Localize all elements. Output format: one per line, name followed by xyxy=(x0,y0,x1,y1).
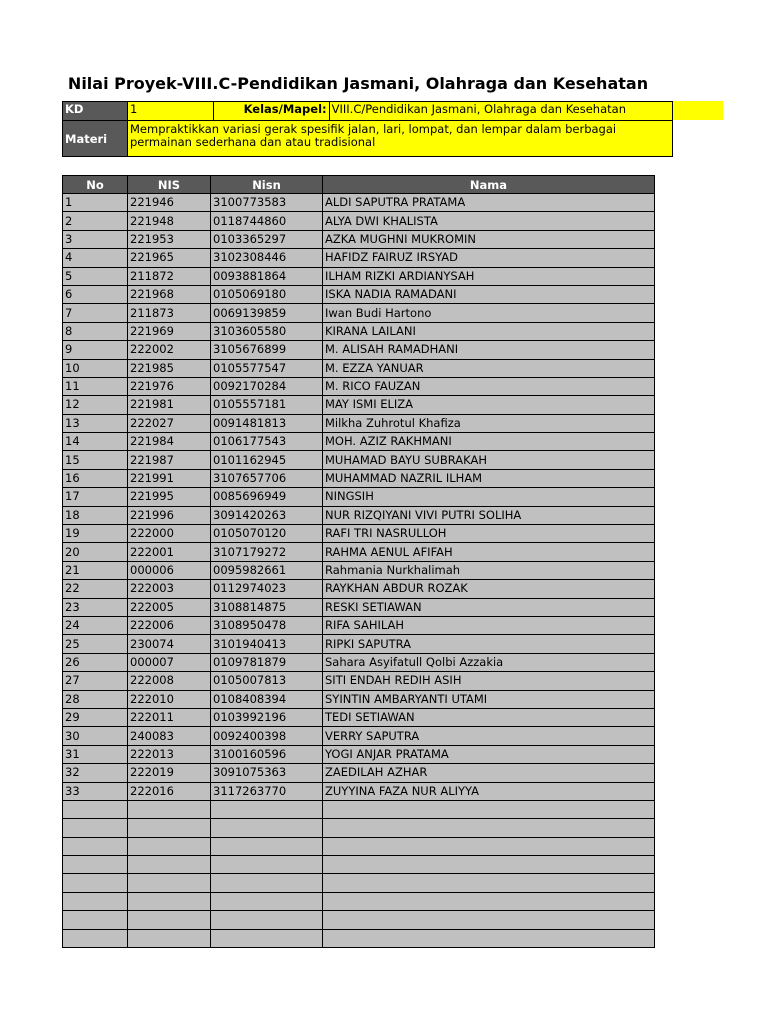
row-nis-cell[interactable]: 222010 xyxy=(128,690,211,708)
row-nis-cell[interactable]: 222027 xyxy=(128,414,211,432)
kd-label: KD xyxy=(63,102,128,121)
table-row xyxy=(63,506,655,524)
table-row xyxy=(63,322,655,340)
row-nis-cell[interactable]: 221948 xyxy=(128,212,211,230)
table-row xyxy=(63,249,655,267)
row-nis-cell[interactable]: 221946 xyxy=(128,194,211,212)
row-nama-cell[interactable]: Milkha Zuhrotul Khafiza xyxy=(323,414,655,432)
table-row xyxy=(63,837,655,855)
row-no-cell[interactable]: 3 xyxy=(63,230,128,248)
row-no-cell[interactable]: 18 xyxy=(63,506,128,524)
student-table xyxy=(62,175,655,948)
table-row xyxy=(63,598,655,616)
row-no-cell[interactable]: 11 xyxy=(63,377,128,395)
row-no-cell[interactable]: 12 xyxy=(63,396,128,414)
table-row xyxy=(63,469,655,487)
row-nama-cell[interactable]: YOGI ANJAR PRATAMA xyxy=(323,745,655,763)
row-no-cell[interactable] xyxy=(63,929,128,947)
row-nis-cell[interactable]: 221985 xyxy=(128,359,211,377)
column-header-nis[interactable]: NIS xyxy=(128,176,211,194)
row-nis-cell[interactable]: 221995 xyxy=(128,488,211,506)
table-row xyxy=(63,304,655,322)
table-row xyxy=(63,764,655,782)
row-nama-cell[interactable]: SYINTIN AMBARYANTI UTAMI xyxy=(323,690,655,708)
row-nis-cell[interactable]: 240083 xyxy=(128,727,211,745)
table-row xyxy=(63,561,655,579)
row-nisn-cell[interactable]: 3100160596 xyxy=(211,745,323,763)
row-nis-cell[interactable]: 221996 xyxy=(128,506,211,524)
table-row xyxy=(63,433,655,451)
row-nama-cell[interactable]: RAHMA AENUL AFIFAH xyxy=(323,543,655,561)
row-nis-cell[interactable]: 000007 xyxy=(128,653,211,671)
row-nisn-cell[interactable]: 3102308446 xyxy=(211,249,323,267)
row-nama-cell[interactable]: ZAEDILAH AZHAR xyxy=(323,764,655,782)
table-row xyxy=(63,892,655,910)
table-row xyxy=(63,782,655,800)
row-no-cell[interactable]: 20 xyxy=(63,543,128,561)
row-nis-cell[interactable]: 221984 xyxy=(128,433,211,451)
column-header-nisn[interactable]: Nisn xyxy=(211,176,323,194)
row-no-cell[interactable]: 15 xyxy=(63,451,128,469)
row-nisn-cell[interactable]: 0109781879 xyxy=(211,653,323,671)
row-no-cell[interactable]: 30 xyxy=(63,727,128,745)
row-nisn-cell[interactable] xyxy=(211,837,323,855)
row-nama-cell[interactable]: ZUYYINA FAZA NUR ALIYYA xyxy=(323,782,655,800)
row-nisn-cell[interactable]: 0085696949 xyxy=(211,488,323,506)
row-no-cell[interactable]: 16 xyxy=(63,469,128,487)
materi-label: Materi xyxy=(63,121,128,157)
table-row xyxy=(63,856,655,874)
row-nisn-cell[interactable]: 3091420263 xyxy=(211,506,323,524)
row-nisn-cell[interactable]: 0105557181 xyxy=(211,396,323,414)
row-no-cell[interactable]: 33 xyxy=(63,782,128,800)
row-nis-cell[interactable]: 221953 xyxy=(128,230,211,248)
row-no-cell[interactable]: 21 xyxy=(63,561,128,579)
row-nisn-cell[interactable]: 0092400398 xyxy=(211,727,323,745)
kelas-label: Kelas/Mapel: xyxy=(213,102,329,121)
row-nama-cell[interactable]: M. RICO FAUZAN xyxy=(323,377,655,395)
table-row xyxy=(63,543,655,561)
row-no-cell[interactable]: 24 xyxy=(63,616,128,634)
table-row xyxy=(63,690,655,708)
row-nama-cell[interactable]: AZKA MUGHNI MUKROMIN xyxy=(323,230,655,248)
row-nis-cell[interactable]: 221965 xyxy=(128,249,211,267)
row-nis-cell[interactable]: 000006 xyxy=(128,561,211,579)
table-row xyxy=(63,194,655,212)
row-nama-cell[interactable]: ALYA DWI KHALISTA xyxy=(323,212,655,230)
row-no-cell[interactable]: 19 xyxy=(63,525,128,543)
row-no-cell[interactable] xyxy=(63,892,128,910)
table-header-row xyxy=(63,176,655,194)
table-row xyxy=(63,285,655,303)
materi-value: Mempraktikkan variasi gerak spesifik jalan, lari, lompat, dan lempar dalam berbagai permainan sederhana dan atau tradisional xyxy=(130,123,617,149)
row-no-cell[interactable]: 13 xyxy=(63,414,128,432)
page-title: Nilai Proyek-VIII.C-Pendidikan Jasmani, Olahraga dan Kesehatan xyxy=(67,74,649,93)
table-row xyxy=(63,708,655,726)
row-nisn-cell[interactable]: 0069139859 xyxy=(211,304,323,322)
row-nisn-cell[interactable]: 0093881864 xyxy=(211,267,323,285)
row-nisn-cell[interactable]: 0105069180 xyxy=(211,285,323,303)
row-nama-cell[interactable]: Rahmania Nurkhalimah xyxy=(323,561,655,579)
row-no-cell[interactable]: 5 xyxy=(63,267,128,285)
row-no-cell[interactable] xyxy=(63,819,128,837)
table-row xyxy=(63,819,655,837)
row-no-cell[interactable]: 14 xyxy=(63,433,128,451)
table-row xyxy=(63,267,655,285)
row-no-cell[interactable]: 23 xyxy=(63,598,128,616)
row-nis-cell[interactable]: 230074 xyxy=(128,635,211,653)
row-nama-cell[interactable]: M. ALISAH RAMADHANI xyxy=(323,341,655,359)
column-header-no[interactable]: No xyxy=(63,176,128,194)
row-nis-cell[interactable]: 222011 xyxy=(128,708,211,726)
row-no-cell[interactable]: 22 xyxy=(63,580,128,598)
row-nama-cell[interactable] xyxy=(323,874,655,892)
row-nama-cell[interactable]: ILHAM RIZKI ARDIANYSAH xyxy=(323,267,655,285)
table-row xyxy=(63,635,655,653)
row-nisn-cell[interactable]: 3107657706 xyxy=(211,469,323,487)
kd-value[interactable]: 1 xyxy=(128,102,214,121)
header-info-table xyxy=(62,101,673,157)
row-no-cell[interactable]: 17 xyxy=(63,488,128,506)
row-nis-cell[interactable]: 211873 xyxy=(128,304,211,322)
row-nama-cell[interactable]: Iwan Budi Hartono xyxy=(323,304,655,322)
table-row xyxy=(63,359,655,377)
table-row xyxy=(63,525,655,543)
row-nis-cell[interactable]: 222002 xyxy=(128,341,211,359)
row-nama-cell[interactable]: RAYKHAN ABDUR ROZAK xyxy=(323,580,655,598)
row-nama-cell[interactable] xyxy=(323,929,655,947)
table-row xyxy=(63,230,655,248)
row-nama-cell[interactable]: RAFI TRI NASRULLOH xyxy=(323,525,655,543)
table-row xyxy=(63,745,655,763)
table-row xyxy=(63,653,655,671)
row-nisn-cell[interactable]: 0108408394 xyxy=(211,690,323,708)
row-no-cell[interactable]: 27 xyxy=(63,672,128,690)
row-no-cell[interactable]: 9 xyxy=(63,341,128,359)
row-nis-cell[interactable] xyxy=(128,819,211,837)
row-nis-cell[interactable] xyxy=(128,856,211,874)
row-nama-cell[interactable]: VERRY SAPUTRA xyxy=(323,727,655,745)
row-nisn-cell[interactable]: 0105007813 xyxy=(211,672,323,690)
row-nisn-cell[interactable]: 0095982661 xyxy=(211,561,323,579)
row-no-cell[interactable] xyxy=(63,856,128,874)
row-nisn-cell[interactable]: 0112974023 xyxy=(211,580,323,598)
table-row xyxy=(63,377,655,395)
row-nama-cell[interactable] xyxy=(323,819,655,837)
row-no-cell[interactable] xyxy=(63,800,128,818)
row-nis-cell[interactable]: 221991 xyxy=(128,469,211,487)
row-nama-cell[interactable]: SITI ENDAH REDIH ASIH xyxy=(323,672,655,690)
row-nis-cell[interactable]: 221976 xyxy=(128,377,211,395)
row-nis-cell[interactable] xyxy=(128,929,211,947)
row-nisn-cell[interactable] xyxy=(211,892,323,910)
row-no-cell[interactable]: 7 xyxy=(63,304,128,322)
row-no-cell[interactable]: 1 xyxy=(63,194,128,212)
table-row xyxy=(63,341,655,359)
row-nama-cell[interactable]: MUHAMAD BAYU SUBRAKAH xyxy=(323,451,655,469)
row-nisn-cell[interactable]: 0091481813 xyxy=(211,414,323,432)
row-no-cell[interactable]: 28 xyxy=(63,690,128,708)
row-nisn-cell[interactable]: 3091075363 xyxy=(211,764,323,782)
row-nisn-cell[interactable] xyxy=(211,911,323,929)
row-nisn-cell[interactable] xyxy=(211,929,323,947)
table-row xyxy=(63,580,655,598)
table-row xyxy=(63,874,655,892)
row-nisn-cell[interactable] xyxy=(211,819,323,837)
row-nama-cell[interactable]: ALDI SAPUTRA PRATAMA xyxy=(323,194,655,212)
row-nisn-cell[interactable]: 3108950478 xyxy=(211,616,323,634)
row-nama-cell[interactable]: NINGSIH xyxy=(323,488,655,506)
row-nama-cell[interactable] xyxy=(323,892,655,910)
table-row xyxy=(63,414,655,432)
row-nisn-cell[interactable]: 3117263770 xyxy=(211,782,323,800)
row-nisn-cell[interactable]: 0103992196 xyxy=(211,708,323,726)
row-nisn-cell[interactable]: 0118744860 xyxy=(211,212,323,230)
row-no-cell[interactable]: 32 xyxy=(63,764,128,782)
table-row xyxy=(63,212,655,230)
table-row xyxy=(63,727,655,745)
row-nis-cell[interactable]: 222005 xyxy=(128,598,211,616)
row-nis-cell[interactable]: 211872 xyxy=(128,267,211,285)
row-no-cell[interactable]: 4 xyxy=(63,249,128,267)
row-nis-cell[interactable] xyxy=(128,874,211,892)
row-nama-cell[interactable]: Sahara Asyifatull Qolbi Azzakia xyxy=(323,653,655,671)
row-nis-cell[interactable] xyxy=(128,800,211,818)
table-row xyxy=(63,396,655,414)
row-nama-cell[interactable] xyxy=(323,837,655,855)
row-nisn-cell[interactable]: 3107179272 xyxy=(211,543,323,561)
row-nama-cell[interactable]: ISKA NADIA RAMADANI xyxy=(323,285,655,303)
table-row xyxy=(63,488,655,506)
row-nama-cell[interactable]: KIRANA LAILANI xyxy=(323,322,655,340)
row-nama-cell[interactable]: HAFIDZ FAIRUZ IRSYAD xyxy=(323,249,655,267)
row-nis-cell[interactable]: 222016 xyxy=(128,782,211,800)
table-row xyxy=(63,616,655,634)
row-nis-cell[interactable]: 222003 xyxy=(128,580,211,598)
row-no-cell[interactable] xyxy=(63,837,128,855)
row-nis-cell[interactable]: 221981 xyxy=(128,396,211,414)
row-nama-cell[interactable] xyxy=(323,856,655,874)
kelas-value[interactable]: VIII.C/Pendidikan Jasmani, Olahraga dan Kesehatan xyxy=(329,102,672,121)
row-nama-cell[interactable]: MAY ISMI ELIZA xyxy=(323,396,655,414)
row-nis-cell[interactable] xyxy=(128,911,211,929)
row-no-cell[interactable]: 10 xyxy=(63,359,128,377)
row-nis-cell[interactable]: 222006 xyxy=(128,616,211,634)
row-nis-cell[interactable]: 222001 xyxy=(128,543,211,561)
table-row xyxy=(63,911,655,929)
row-nama-cell[interactable]: NUR RIZQIYANI VIVI PUTRI SOLIHA xyxy=(323,506,655,524)
row-no-cell[interactable] xyxy=(63,874,128,892)
row-nis-cell[interactable]: 221968 xyxy=(128,285,211,303)
row-nis-cell[interactable]: 221969 xyxy=(128,322,211,340)
row-nisn-cell[interactable]: 0105070120 xyxy=(211,525,323,543)
row-no-cell[interactable]: 6 xyxy=(63,285,128,303)
row-no-cell[interactable] xyxy=(63,911,128,929)
row-nisn-cell[interactable]: 0092170284 xyxy=(211,377,323,395)
table-row xyxy=(63,800,655,818)
table-row xyxy=(63,929,655,947)
row-nisn-cell[interactable]: 3108814875 xyxy=(211,598,323,616)
row-nis-cell[interactable]: 222013 xyxy=(128,745,211,763)
row-nisn-cell[interactable]: 0105577547 xyxy=(211,359,323,377)
row-nisn-cell[interactable]: 0101162945 xyxy=(211,451,323,469)
row-nis-cell[interactable]: 222000 xyxy=(128,525,211,543)
materi-cell[interactable] xyxy=(128,121,673,157)
row-nama-cell[interactable]: RIPKI SAPUTRA xyxy=(323,635,655,653)
row-no-cell[interactable]: 26 xyxy=(63,653,128,671)
row-nis-cell[interactable] xyxy=(128,892,211,910)
row-no-cell[interactable]: 8 xyxy=(63,322,128,340)
row-nama-cell[interactable]: RESKI SETIAWAN xyxy=(323,598,655,616)
row-nisn-cell[interactable]: 0106177543 xyxy=(211,433,323,451)
row-nama-cell[interactable]: RIFA SAHILAH xyxy=(323,616,655,634)
row-nis-cell[interactable]: 222019 xyxy=(128,764,211,782)
row-nama-cell[interactable] xyxy=(323,800,655,818)
table-row xyxy=(63,672,655,690)
row-no-cell[interactable]: 31 xyxy=(63,745,128,763)
row-nisn-cell[interactable]: 3105676899 xyxy=(211,341,323,359)
row-nisn-cell[interactable] xyxy=(211,874,323,892)
row-nama-cell[interactable]: MUHAMMAD NAZRIL ILHAM xyxy=(323,469,655,487)
row-nisn-cell[interactable]: 3101940413 xyxy=(211,635,323,653)
row-nisn-cell[interactable]: 3103605580 xyxy=(211,322,323,340)
column-header-nama[interactable]: Nama xyxy=(323,176,655,194)
table-row xyxy=(63,451,655,469)
row-no-cell[interactable]: 25 xyxy=(63,635,128,653)
row-nisn-cell[interactable]: 3100773583 xyxy=(211,194,323,212)
row-nis-cell[interactable] xyxy=(128,837,211,855)
row-no-cell[interactable]: 29 xyxy=(63,708,128,726)
row-nama-cell[interactable]: MOH. AZIZ RAKHMANI xyxy=(323,433,655,451)
row-nis-cell[interactable]: 221987 xyxy=(128,451,211,469)
row-nis-cell[interactable]: 222008 xyxy=(128,672,211,690)
row-nama-cell[interactable]: TEDI SETIAWAN xyxy=(323,708,655,726)
row-nisn-cell[interactable] xyxy=(211,800,323,818)
row-nisn-cell[interactable]: 0103365297 xyxy=(211,230,323,248)
row-nisn-cell[interactable] xyxy=(211,856,323,874)
row-no-cell[interactable]: 2 xyxy=(63,212,128,230)
row-nama-cell[interactable] xyxy=(323,911,655,929)
row-nama-cell[interactable]: M. EZZA YANUAR xyxy=(323,359,655,377)
